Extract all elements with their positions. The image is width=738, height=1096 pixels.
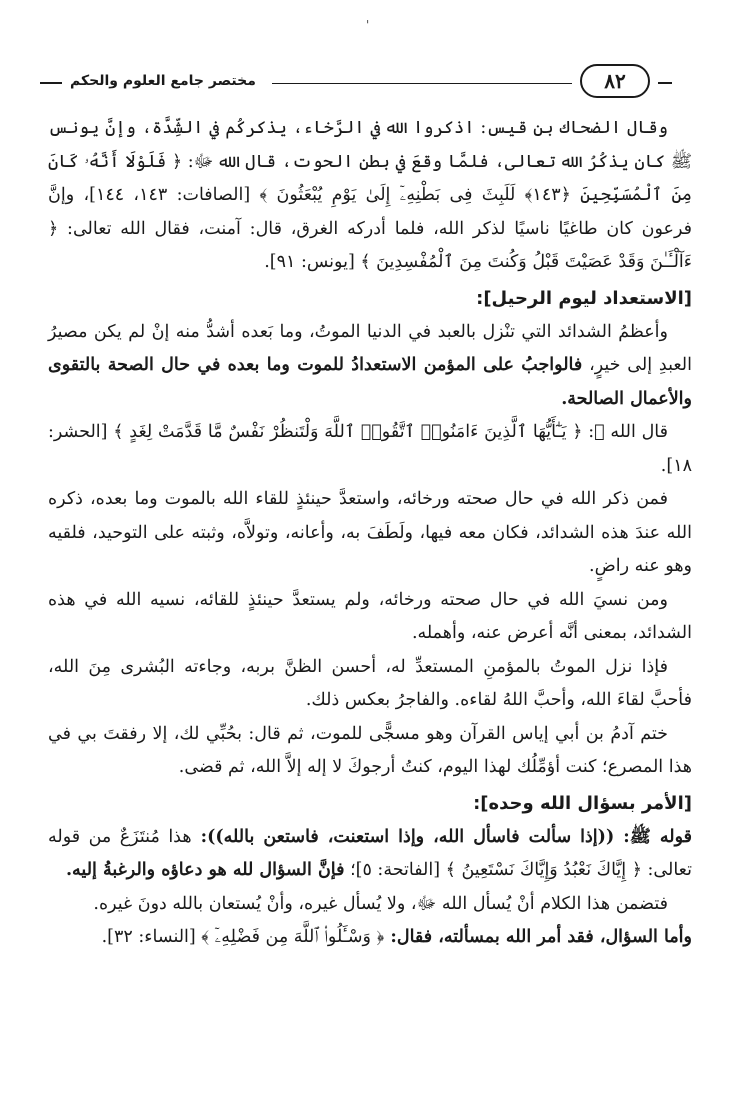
section-heading: [الاستعداد ليوم الرحيل]: bbox=[476, 287, 692, 309]
header-rule bbox=[272, 83, 572, 84]
page-body bbox=[48, 112, 692, 955]
paragraph bbox=[48, 112, 692, 280]
paragraph bbox=[48, 921, 692, 955]
running-header bbox=[40, 62, 690, 102]
paragraph-text: ختم آدمُ بن أبي إياس القرآن وهو مسجًّى للموت، ثم قال: بحُبِّي لك، إلا رفقتَ بي في هذا المصرع؛ كنت أؤمِّلُك لهذا اليوم، كنتُ أرجوكَ لا إله إلاَّ الله، ثم قضى. bbox=[48, 723, 692, 777]
section-heading: [الأمر بسؤال الله وحده]: bbox=[473, 792, 692, 814]
bold-emphasis-text: فالواجبُ على المؤمن الاستعدادُ للموت وما بعده في حال الصحة بالتقوى والأعمال الصالحة. bbox=[48, 355, 692, 409]
bold-emphasis-text: فإنَّ السؤال لله هو دعاؤه والرغبةُ إليه. bbox=[65, 860, 345, 880]
paragraph-text: هذا مُنتَزَعٌ من قوله تعالى: ﴿ إِيَّاكَ نَعْبُدُ وَإِيَّاكَ نَسْتَعِينُ ﴾ [الفاتحة: ٥]؛ bbox=[48, 826, 692, 880]
paragraph bbox=[48, 416, 692, 483]
page-number: ٨٢ bbox=[580, 64, 650, 98]
paragraph-text: فمن ذكر الله في حال صحته ورخائه، واستعدَّ حينئذٍ للقاء الله بالموت وما بعده، ذكره الله عندَ هذه الشدائد، فكان معه فيها، ولَطَفَ به، وأعانه، وتولاَّه، وثبته على التوحيد، فلقيه وهو عنه راضٍ. bbox=[48, 489, 692, 576]
book-title: مختصر جامع العلوم والحكم bbox=[70, 73, 256, 89]
paragraph-text: فإذا نزل الموتُ بالمؤمنِ المستعدِّ له، أحسن الظنَّ بربه، وجاءته البُشرى مِنَ الله، فأحبَّ لقاءَ الله، وأحبَّ اللهُ لقاءه. والفاجرُ بعكس ذلك. bbox=[48, 656, 692, 710]
paragraph bbox=[48, 584, 692, 651]
paragraph-text: وأعظمُ الشدائد التي تنْزل بالعبد في الدنيا الموتُ، وما بَعده أشدُّ منه إنْ لم يكن مصيرُ العبدِ إلى خيرٍ، bbox=[48, 321, 692, 375]
bold-lead-text: وأما السؤال، فقد أمر الله بمسألته، فقال: bbox=[384, 927, 692, 947]
header-dash-left bbox=[40, 82, 62, 84]
paragraph bbox=[48, 888, 692, 922]
paragraph-text: فتضمن هذا الكلام أنْ يُسأل الله ﷻ، ولا يُسأل غيره، وأنْ يُستعان بالله دونَ غيره. bbox=[93, 893, 668, 914]
paragraph-text: ومن نسيَ الله في حال صحته ورخائه، ولم يستعدَّ حينئذٍ للقائه، نسيه الله في هذه الشدائد، بمعنى أنَّه أعرض عنه، وأهمله. bbox=[48, 589, 692, 643]
paragraph-text: وقال الضحاك بن قيس: اذكروا الله في الرَّخاء، يذكركُم في الشِّدَّة، وإنَّ يونس ﷺ كان يذكُرُ الله تعالى، فلمَّا وقعَ في بطن الحوت، قال الله ﷻ: ﴿ فَلَوْلَا أَنَّهُۥ كَانَ مِنَ ٱلْمُسَبِّحِينَ ﴿١٤٣﴾ لَلَبِثَ فِى بَطْنِهِۦٓ إِلَىٰ يَوْمِ يُبْعَثُونَ ﴾ [الصافات: ١٤٣، ١٤٤]، وإنَّ فرعون كان طاغيًا ناسيًا لذكر الله، فلما أدركه الغرق، قال: آمنت، فقال الله تعالى: ﴿ ءَآلْـَٔـٰنَ وَقَدْ عَصَيْتَ قَبْلُ وَكُنتَ مِنَ ٱلْمُفْسِدِينَ ﴾ [يونس: ٩١]. bbox=[48, 118, 693, 272]
page-top-mark: ' bbox=[366, 18, 370, 32]
paragraph bbox=[48, 718, 692, 785]
paragraph bbox=[48, 651, 692, 718]
paragraph bbox=[48, 483, 692, 584]
bold-lead-text: قوله ﷺ: ((إذا سألت فاسأل الله، وإذا استعنت، فاستعن بالله)): bbox=[191, 826, 692, 847]
paragraph-text: ﴿ وَسْـَٔلُوا۟ ٱللَّهَ مِن فَضْلِهِۦٓ ﴾ [النساء: ٣٢]. bbox=[101, 927, 385, 947]
header-dash-right bbox=[658, 82, 672, 84]
paragraph-text: قال الله ﷻ: ﴿ يَـٰٓأَيُّهَا ٱلَّذِينَ ءَامَنُوا۟ ٱتَّقُوا۟ ٱللَّهَ وَلْتَنظُرْ نَفْسٌ مَّا قَدَّمَتْ لِغَدٍ ﴾ [الحشر: ١٨]. bbox=[48, 422, 692, 476]
paragraph bbox=[48, 821, 692, 888]
paragraph bbox=[48, 316, 692, 417]
